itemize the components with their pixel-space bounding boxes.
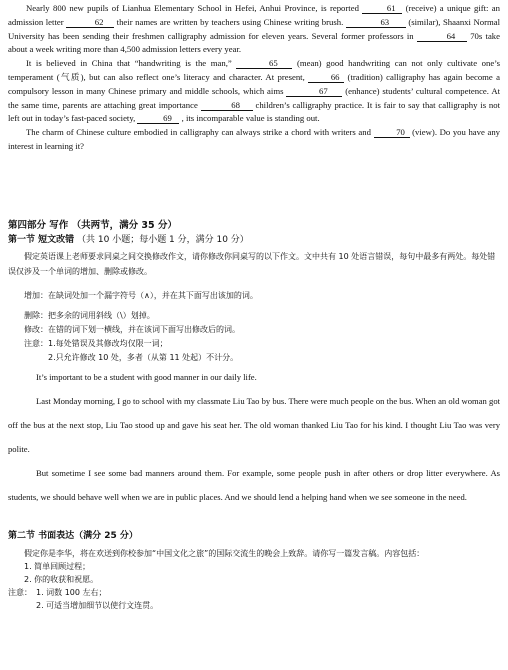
cloze-text: (enhance) students’ cultural competence. At the same time, parents are attaching great importance [8,85,501,110]
cloze-passage [8,2,500,198]
passage-paragraph: Last Monday morning, I go to school with my classmate Liu Tao by bus. There were much people on the bus. When an old woman got off the bus at the next stop, Liu Tao stood up and gave his seat her. The old woman thanked Liu Tao for his kind. I thought Liu Tao was very polite. [8,396,500,454]
content-point: 2. 你的收获和祝愿。 [24,575,99,584]
cloze-text: Nearly 800 new pupils of Lianhua Elementary School in Hefei, Anhui Province, is reported [26,3,359,13]
cloze-text: (tradition) calligraphy has again become a compulsory lesson in many Chinese primary and middle schools, which aims [8,71,501,96]
blank-64: 64 [417,31,467,42]
blank-63: 63 [346,17,406,28]
cloze-text: (receive) a unique gift: an admission letter [8,3,501,27]
cloze-text: children’s calligraphy practice. It is fair to say that calligraphy is not left out in today’s fast-paced society, [8,99,501,124]
note-label: 注意： [8,588,32,597]
blank-67: 67 [286,86,342,97]
section1-header [8,233,500,247]
blank-61: 61 [362,3,402,14]
cloze-text: 70s take about a week writing more than 4,500 admission letters every year. [8,30,501,55]
note-item: 2. 可适当增加细节以使行文连贯。 [36,601,159,610]
cloze-paragraph-2 [8,57,500,126]
rule-modify: 修改：在错的词下划一横线，并在该词下面写出修改后的词。 [24,325,240,334]
passage-paragraph: It’s important to be a student with good manner in our daily life. [36,372,257,382]
cloze-text: It is believed in China that “handwriting is the man,” [26,58,232,69]
note-item: 1. 词数 100 左右； [36,588,107,597]
passage-paragraph: But sometime I see some bad manners around them. For example, some people push in after others or drop litter everywhere. As students, we should behave well when we are in public places. And we should lend a helping hand when we see someone in the need. [8,468,500,502]
section2-title: 第二节 书面表达 [8,531,75,541]
rule-add: 增加：在缺词处加一个漏字符号（∧），并在其下面写出该加的词。 [24,291,258,300]
part4-heading: 第四部分 写作 （共两节，满分 35 分） [8,220,177,231]
cloze-text: (mean) good handwriting can not only cultivate one’s temperament (气质), but can also reflect one’s literacy and character. At present, [8,58,501,82]
content-point: 1. 简单回顾过程； [24,562,91,571]
section1-title: 第一节 短文改错 [8,235,75,245]
blank-70: 70 [374,127,410,138]
blank-62: 62 [66,17,114,28]
rule-delete: 删除：把多余的词用斜线（\）划掉。 [24,311,155,320]
section2-score: （满分 25 分） [74,531,138,541]
section2-header [8,529,500,543]
cloze-text: (similar), Shaanxi Normal University has been sending their freshmen calligraphy admission for eleven years. Several former professors in [8,16,500,41]
section2-prompt: 假定你是李华，将在欢送到你校参加“中国文化之旅”的国际交流生的晚会上致辞。请你写一篇发言稿。内容包括： [24,549,425,558]
cloze-text: The charm of Chinese culture embodied in calligraphy can always strike a chord with writers and [26,127,371,138]
note-list [48,337,238,365]
blank-65: 65 [236,58,292,69]
note-item: 1.每处错误及其修改均仅限一词； [48,339,168,348]
section2-notes [8,586,500,612]
note-list [32,586,158,612]
cloze-text: their names are written by teachers using Chinese writing brush. [116,16,344,27]
correction-passage [8,365,500,509]
cloze-paragraph-3 [8,126,500,154]
blank-69: 69 [137,113,179,124]
blank-66: 66 [308,72,344,83]
note-label: 注意： [24,339,48,348]
cloze-paragraph-1 [8,2,500,57]
blank-68: 68 [201,100,253,111]
section1-score: （共 10 小题；每小题 1 分，满分 10 分） [77,235,249,245]
cloze-text: (view). Do you have any interest in learning it? [8,127,501,151]
rule-notes [8,337,500,365]
note-item: 2.只允许修改 10 处，多者（从第 11 处起）不计分。 [48,353,239,362]
section1-instructions: 假定英语课上老师要求同桌之间交换修改作文，请你修改你同桌写的以下作文。文中共有 10 处语言错误，每句中最多有两处。每处错误仅涉及一个单词的增加、删除或修改。 [8,252,496,276]
cloze-text: , its incomparable value is standing out. [181,113,320,124]
